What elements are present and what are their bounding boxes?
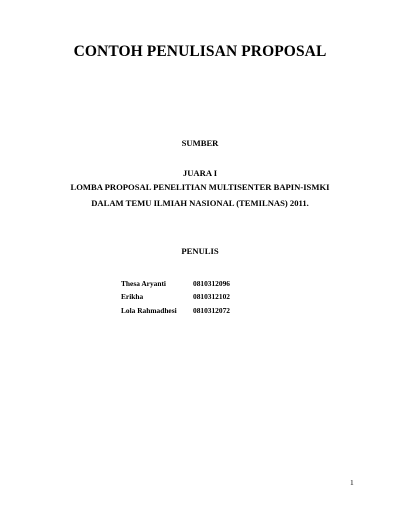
author-name: Erikha: [121, 292, 144, 301]
source-heading: SUMBER: [181, 138, 219, 148]
document-title: CONTOH PENULISAN PROPOSAL: [73, 43, 327, 60]
author-id: 0810312072: [193, 306, 230, 315]
competition-line-2: DALAM TEMU ILMIAH NASIONAL (TEMILNAS) 2011.: [91, 198, 309, 208]
authors-heading: PENULIS: [181, 246, 219, 256]
author-id: 0810312102: [193, 292, 230, 301]
award-label: JUARA I: [182, 168, 218, 178]
author-name: Lola Rahmadhesi: [121, 306, 177, 315]
competition-line-1: LOMBA PROPOSAL PENELITIAN MULTISENTER BAPIN-ISMKI: [70, 182, 330, 192]
author-name: Thesa Aryanti: [121, 279, 166, 288]
author-id: 0810312096: [193, 279, 230, 288]
page-number: 1: [350, 478, 354, 487]
